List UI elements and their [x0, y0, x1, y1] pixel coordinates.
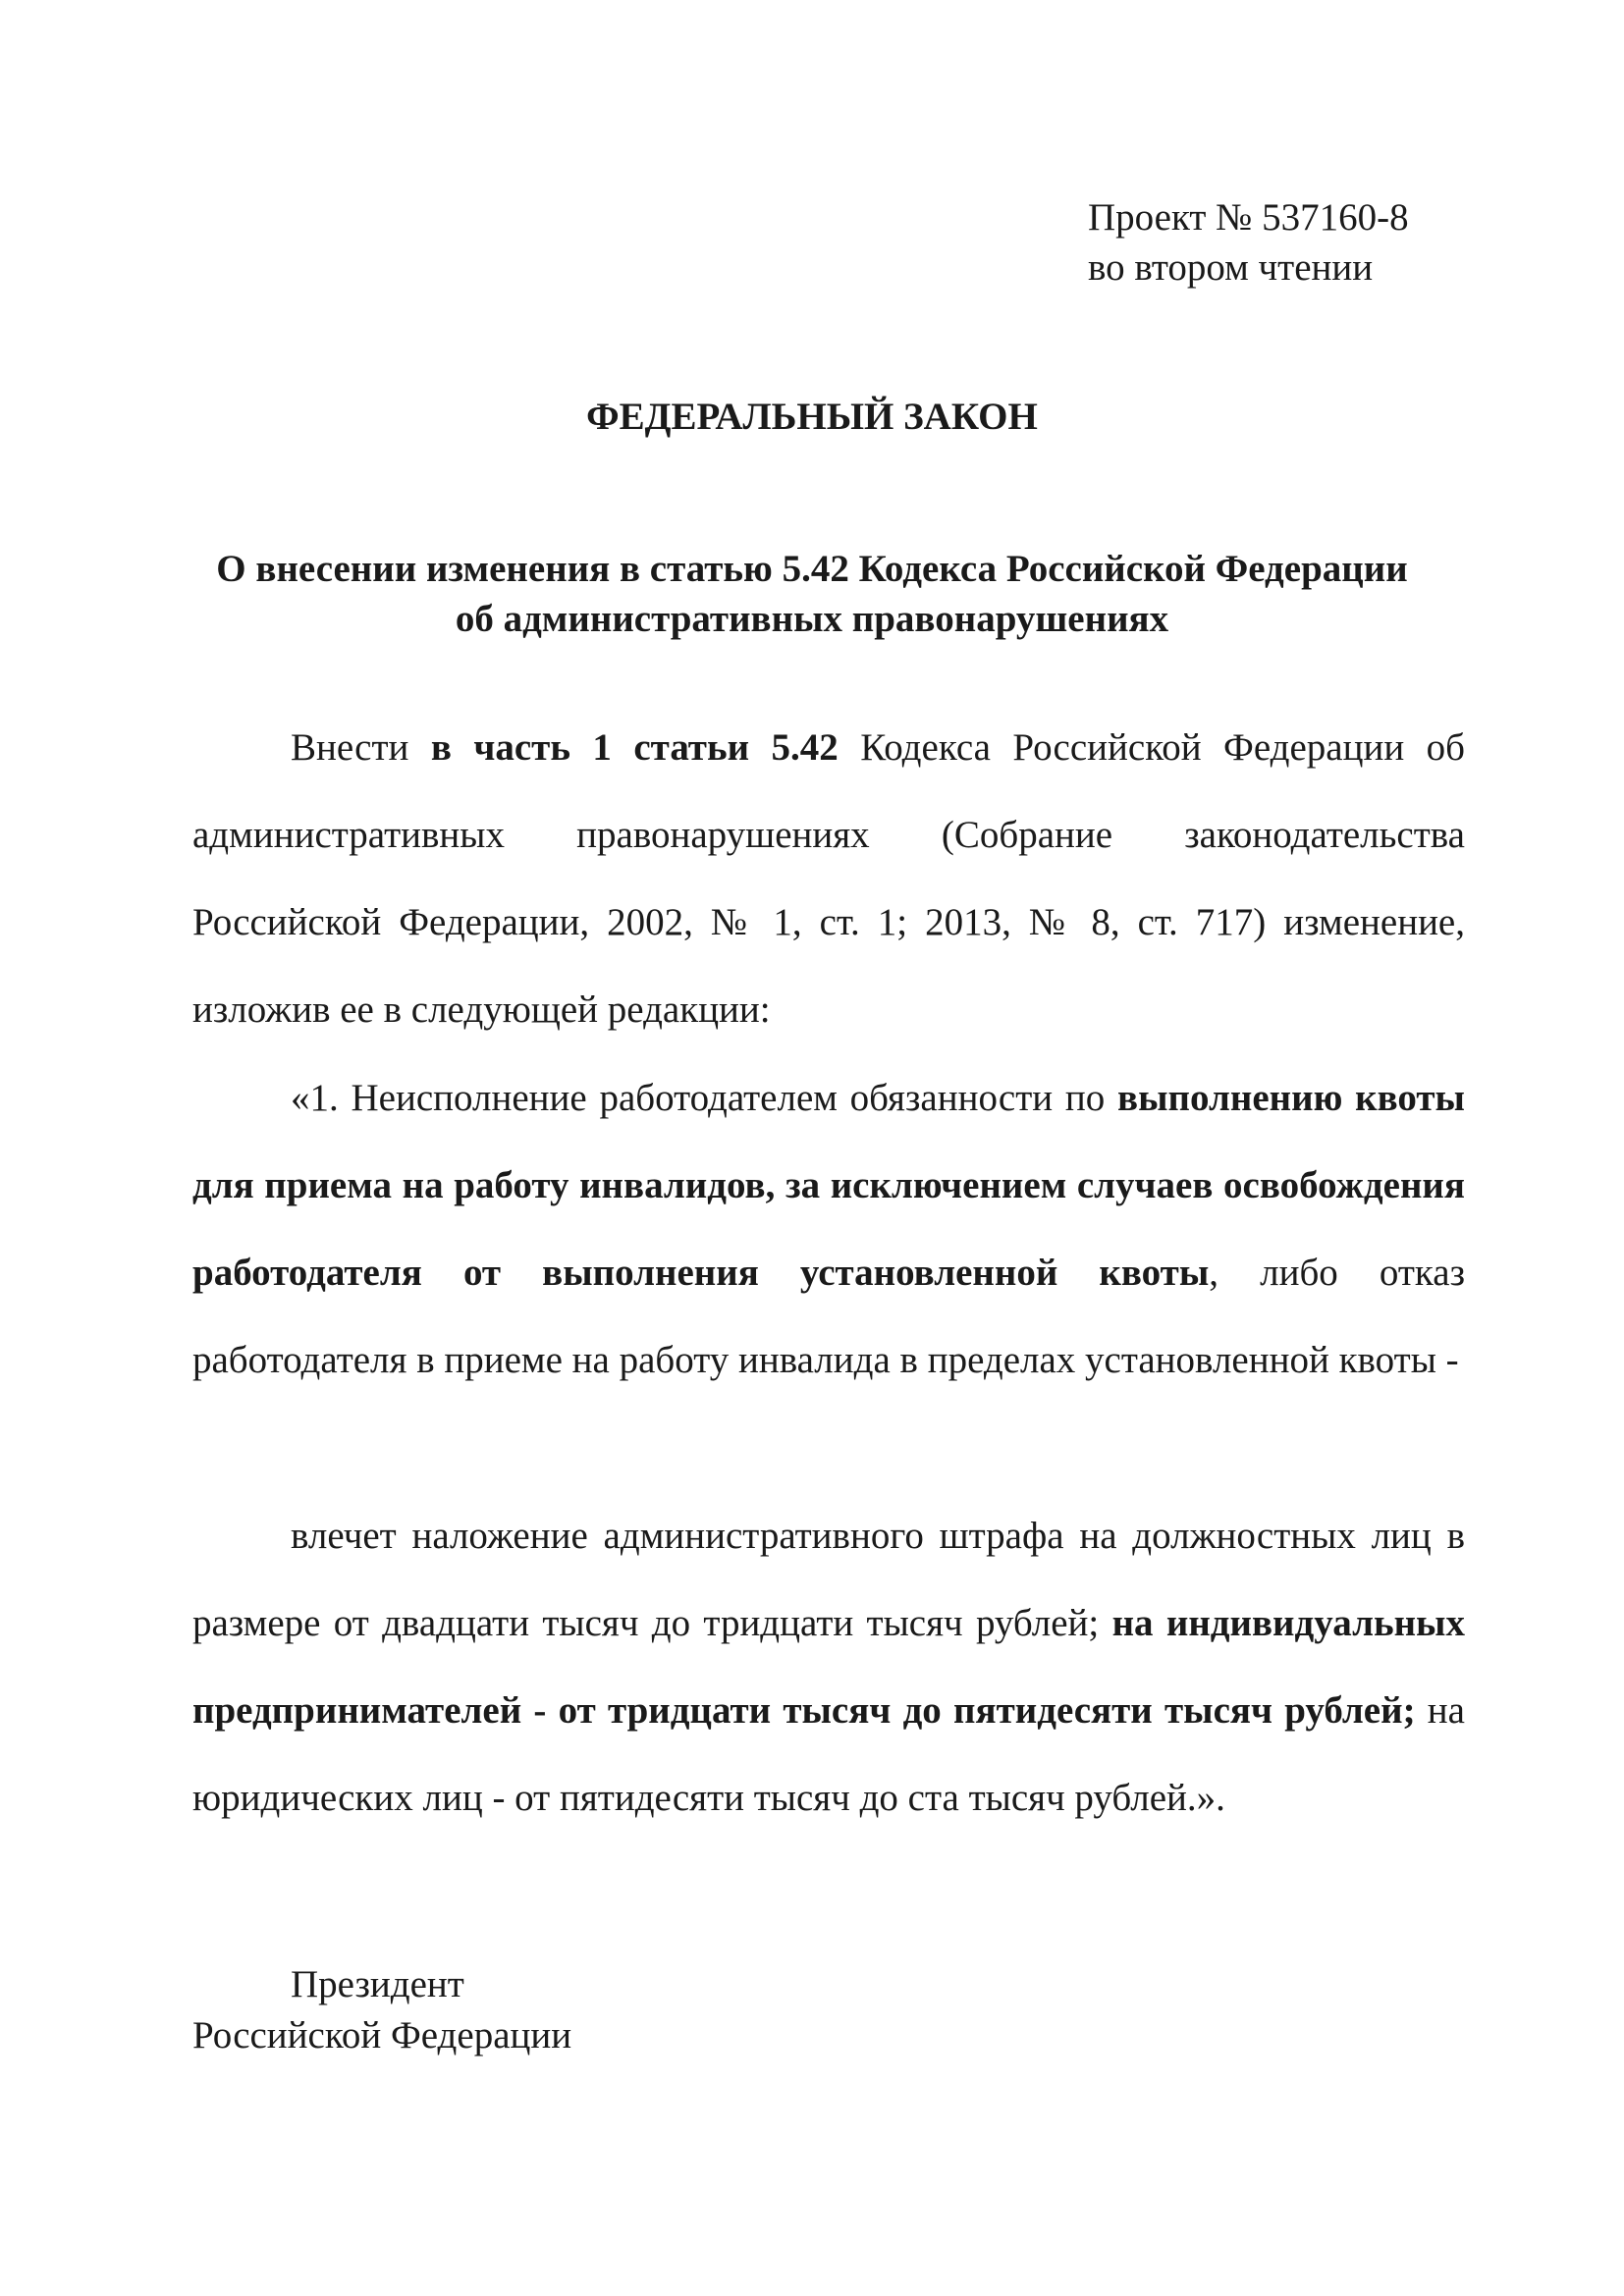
- paragraph-new-wording: [192, 1054, 1465, 1404]
- paragraph-penalty: [192, 1492, 1465, 1842]
- paragraph-amendment-intro: [192, 704, 1465, 1053]
- paragraph3-bold-1: на индивидуальных предпринимателей - от тридцати тысяч до пятидесяти тысяч рублей;: [192, 1602, 1466, 1732]
- paragraph3-text-1: влечет наложение административного штрафа на должностных лиц в размере от двадцати тысяч до тридцати тысяч рублей;: [192, 1515, 1465, 1644]
- title-line-2: об административных правонарушениях: [455, 598, 1169, 640]
- paragraph1-text-1: Внести: [291, 726, 431, 769]
- signature-country: Российской Федерации: [192, 2014, 572, 2056]
- document-type-heading: ФЕДЕРАЛЬНЫЙ ЗАКОН: [586, 396, 1038, 438]
- paragraph2-text-2: , либо отказ работодателя в приеме на работу инвалида в пределах установленной квоты -: [192, 1252, 1465, 1381]
- document-title: [0, 544, 1624, 644]
- project-number: Проект № 537160-8: [1088, 196, 1409, 239]
- project-header: [1088, 192, 1409, 293]
- signature-block: [192, 1959, 571, 2061]
- signature-title: Президент: [291, 1963, 464, 2005]
- paragraph3-text-2: на юридических лиц - от пятидесяти тысяч до ста тысяч рублей.».: [192, 1689, 1465, 1819]
- title-line-1: О внесении изменения в статью 5.42 Кодекса Российской Федерации: [216, 548, 1408, 590]
- paragraph2-bold-1: выполнению квоты для приема на работу инвалидов, за исключением случаев освобождения работодателя от выполнения установленной квоты: [192, 1077, 1465, 1294]
- paragraph1-text-2: Кодекса Российской Федерации об административных правонарушениях (Собрание законодательства Российской Федерации, 2002, № 1, ст. 1; 2013, № 8, ст. 717) изменение, изложив ее в следующей редакции:: [192, 726, 1466, 1031]
- paragraph1-bold-1: в часть 1 статьи 5.42: [430, 726, 839, 769]
- paragraph2-text-1: «1. Неисполнение работодателем обязанности по: [291, 1077, 1118, 1119]
- reading-stage: во втором чтении: [1088, 246, 1374, 289]
